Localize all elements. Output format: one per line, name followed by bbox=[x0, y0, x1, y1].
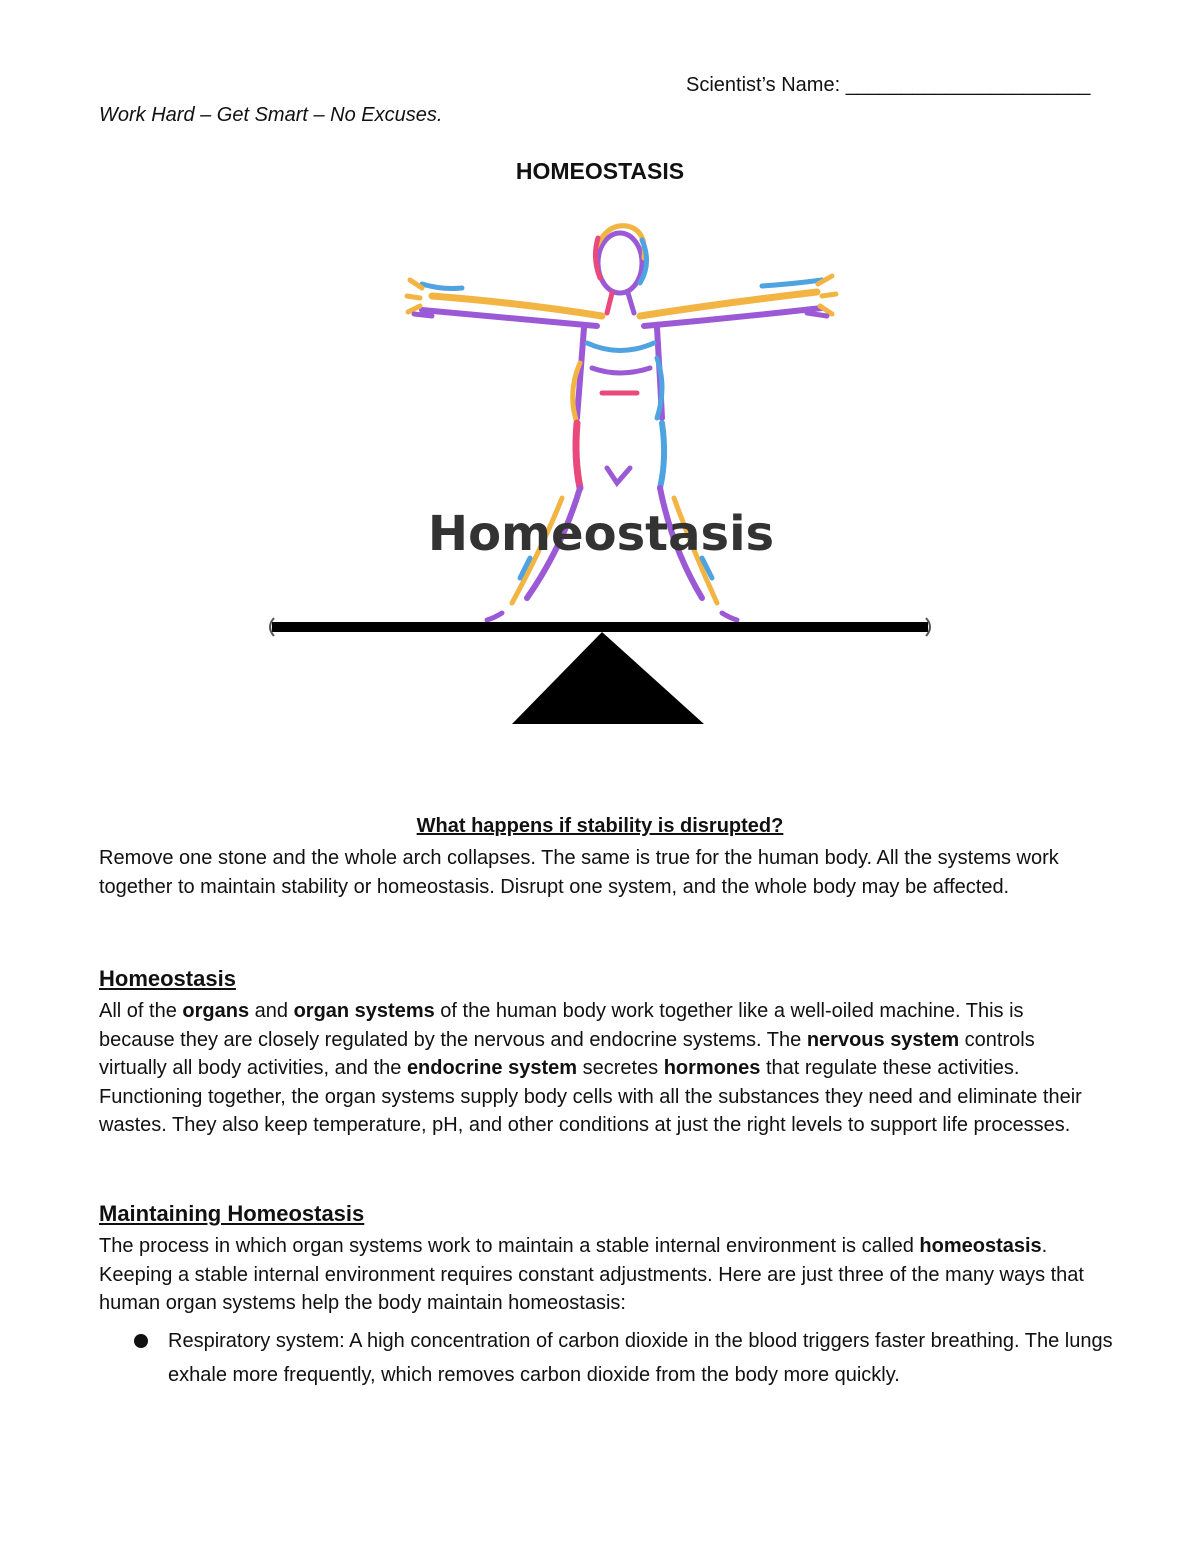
page-title: HOMEOSTASIS bbox=[515, 158, 685, 184]
stability-paragraph: Remove one stone and the whole arch collapses. The same is true for the human body. All the systems work together to maintain stability or homeostasis. Disrupt one system, and the whole body may be affected. bbox=[99, 847, 1059, 898]
term-hormones: hormones bbox=[663, 1057, 761, 1079]
section-heading-maintaining: Maintaining Homeostasis bbox=[99, 1201, 365, 1226]
vitruvian-figure-on-seesaw-icon bbox=[262, 218, 938, 728]
list-item: Respiratory system: A high concentration of carbon dioxide in the blood triggers faster breathing. The lungs exhale more frequently, which removes carbon dioxide from the body more quickly. bbox=[168, 1330, 1113, 1386]
term-organs: organs bbox=[182, 1000, 250, 1022]
figure-caption-word: Homeostasis bbox=[427, 506, 775, 562]
bullet-icon bbox=[134, 1334, 148, 1348]
term-endocrine-system: endocrine system bbox=[406, 1057, 578, 1079]
term-nervous-system: nervous system bbox=[806, 1028, 960, 1051]
section-heading-stability: What happens if stability is disrupted? bbox=[416, 815, 784, 837]
section-heading-homeostasis: Homeostasis bbox=[99, 966, 236, 991]
homeostasis-illustration bbox=[262, 218, 938, 728]
term-organ-systems: organ systems bbox=[293, 1000, 435, 1022]
homeostasis-paragraph: All of the organs and organ systems of the human body work together like a well-oiled machine. This is because they are closely regulated by the nervous and endocrine systems. The nervous system controls virtually all body activities, and the endocrine system secretes hormones that regulate these activities. Functioning together, the organ systems supply body cells with all the substances they need and eliminate their wastes. They also keep temperature, pH, and other conditions at just the right levels to support life processes. bbox=[99, 1000, 1082, 1136]
term-homeostasis: homeostasis bbox=[919, 1235, 1042, 1257]
scientist-name-line: Scientist’s Name: ______________________ bbox=[686, 74, 1091, 96]
motto: Work Hard – Get Smart – No Excuses. bbox=[99, 104, 443, 126]
maintaining-paragraph: The process in which organ systems work to maintain a stable internal environment is called homeostasis. Keeping a stable internal environment requires constant adjustments. Here are just three of the many ways that human organ systems help the body maintain homeostasis: bbox=[99, 1235, 1084, 1314]
